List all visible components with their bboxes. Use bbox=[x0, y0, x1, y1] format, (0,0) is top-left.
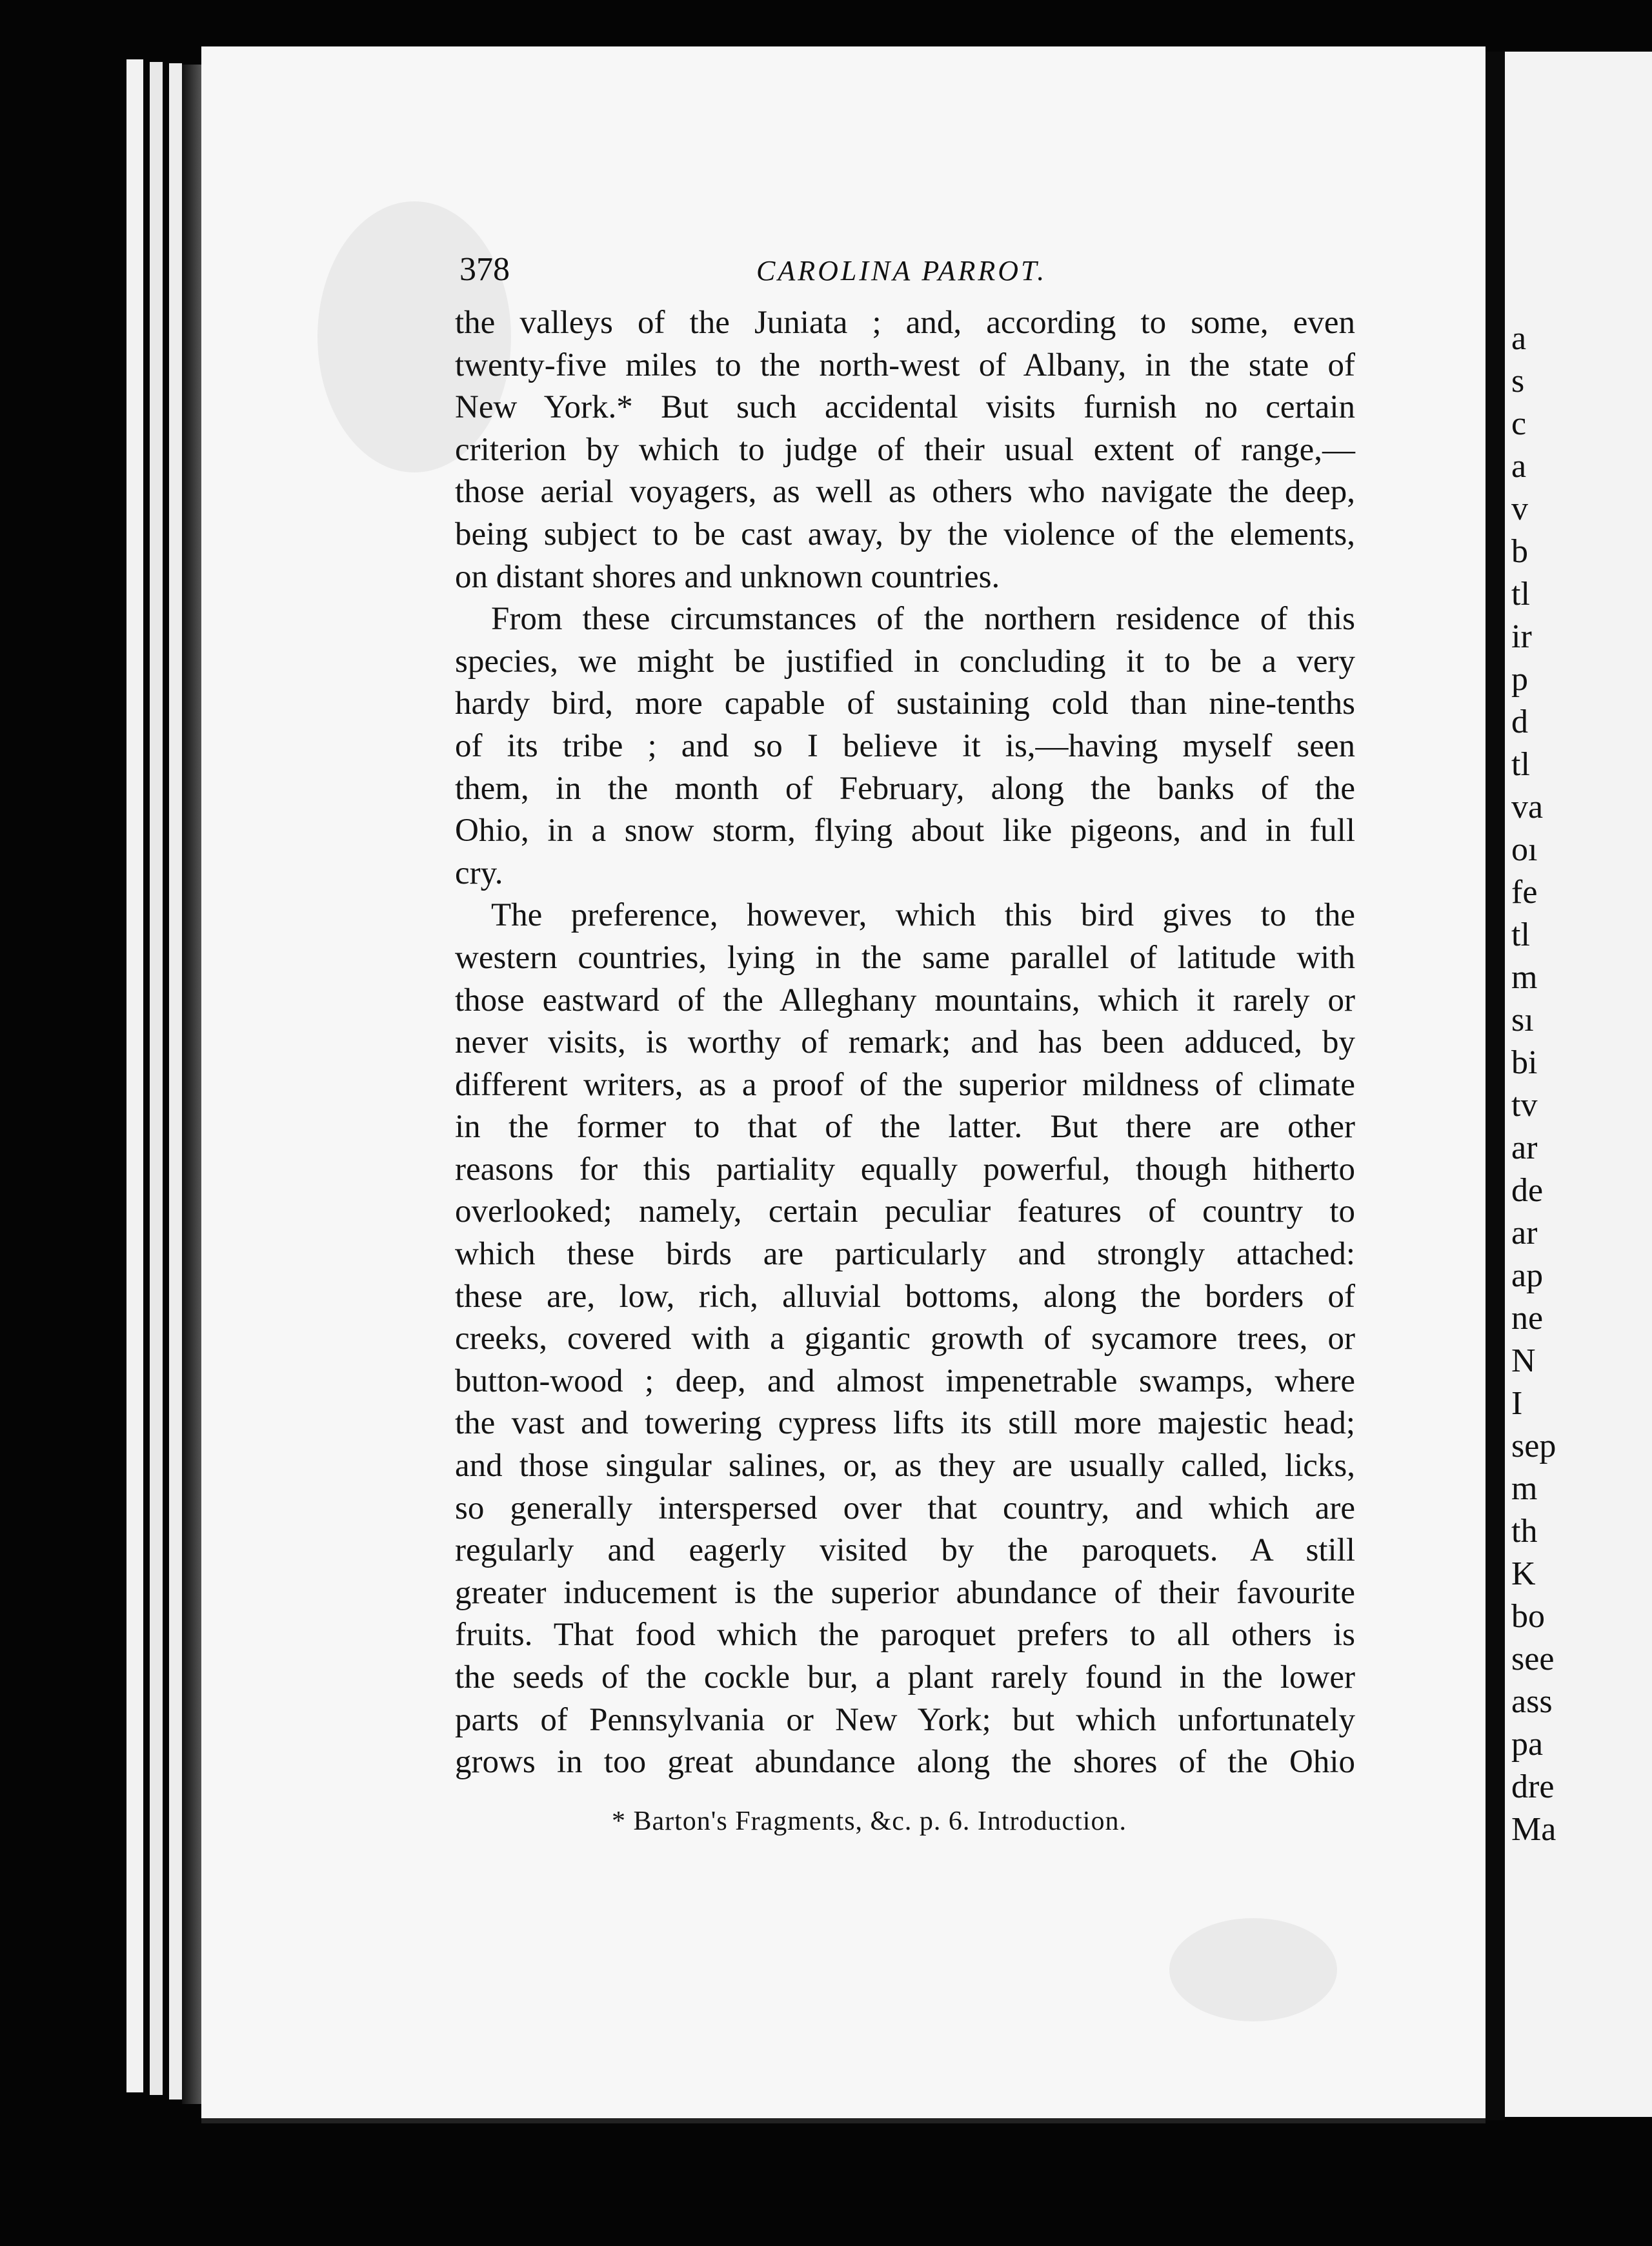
text-line: which these birds are particularly and strongly attached: bbox=[455, 1236, 1355, 1273]
text-line: those aerial voyagers, as well as others who navigate the deep, bbox=[455, 474, 1355, 511]
text-line: in the former to that of the latter. But there are other bbox=[455, 1109, 1355, 1146]
text-line: The preference, however, which this bird gives to the bbox=[491, 897, 1355, 934]
facing-page-fragment: ass bbox=[1511, 1683, 1553, 1720]
facing-page-fragment: N bbox=[1511, 1342, 1536, 1379]
facing-page-fragment: p bbox=[1511, 661, 1528, 698]
facing-page-fragment: tl bbox=[1511, 576, 1530, 612]
page-edge bbox=[150, 62, 163, 2095]
facing-page-fragment: bi bbox=[1511, 1044, 1538, 1081]
facing-page-fragment: tl bbox=[1511, 746, 1530, 783]
text-line: and those singular salines, or, as they are usually called, licks, bbox=[455, 1448, 1355, 1484]
text-line: New York.* But such accidental visits furnish no certain bbox=[455, 389, 1355, 426]
facing-page-fragment: c bbox=[1511, 405, 1527, 442]
text-line: western countries, lying in the same parallel of latitude with bbox=[455, 939, 1355, 976]
facing-page-fragment: ar bbox=[1511, 1215, 1538, 1251]
facing-page-fragment: tl bbox=[1511, 916, 1530, 953]
facing-page-fragment: sı bbox=[1511, 1002, 1534, 1038]
facing-page-fragment: ar bbox=[1511, 1129, 1538, 1166]
facing-page-fragment: dre bbox=[1511, 1768, 1555, 1805]
page-edge-shadow bbox=[182, 65, 201, 2104]
facing-page-fragment: a bbox=[1511, 448, 1527, 485]
text-line: hardy bird, more capable of sustaining cold than nine-tenths bbox=[455, 685, 1355, 722]
page-number: 378 bbox=[459, 251, 510, 288]
facing-page-fragment: m bbox=[1511, 959, 1538, 996]
text-line: twenty-five miles to the north-west of Albany, in the state of bbox=[455, 347, 1355, 383]
text-line: greater inducement is the superior abundance of their favourite bbox=[455, 1574, 1355, 1611]
text-line: From these circumstances of the northern residence of this bbox=[491, 601, 1355, 638]
text-line: button-wood ; deep, and almost impenetrable swamps, where bbox=[455, 1362, 1355, 1399]
running-title: CAROLINA PARROT. bbox=[756, 255, 1047, 287]
text-line: on distant shores and unknown countries. bbox=[455, 558, 1000, 595]
text-line: never visits, is worthy of remark; and has been adduced, by bbox=[455, 1024, 1355, 1061]
running-head bbox=[459, 250, 1356, 296]
text-line: fruits. That food which the paroquet prefers to all others is bbox=[455, 1617, 1355, 1654]
facing-page-fragment: ne bbox=[1511, 1300, 1544, 1337]
text-line: creeks, covered with a gigantic growth of sycamore trees, or bbox=[455, 1320, 1355, 1357]
facing-page-fragment: th bbox=[1511, 1513, 1538, 1550]
text-line: them, in the month of February, along the banks of the bbox=[455, 770, 1355, 807]
facing-page-fragment: ap bbox=[1511, 1257, 1544, 1294]
text-line: overlooked; namely, certain peculiar features of country to bbox=[455, 1193, 1355, 1230]
paper-stain bbox=[1169, 1918, 1337, 2021]
facing-page-fragment: see bbox=[1511, 1641, 1555, 1677]
facing-page-fragment: va bbox=[1511, 789, 1544, 825]
facing-page-fragment: d bbox=[1511, 703, 1528, 740]
text-line: so generally interspersed over that country, and which are bbox=[455, 1490, 1355, 1526]
facing-page-fragment: de bbox=[1511, 1172, 1544, 1209]
text-line: species, we might be justified in concluding it to be a very bbox=[455, 643, 1355, 680]
facing-page-fragment: sep bbox=[1511, 1428, 1556, 1464]
body-text bbox=[455, 302, 1355, 1784]
facing-page-fragment: fe bbox=[1511, 874, 1538, 911]
book-gutter bbox=[1486, 52, 1505, 2120]
facing-page-fragment: tv bbox=[1511, 1087, 1538, 1124]
text-line: the vast and towering cypress lifts its still more majestic head; bbox=[455, 1405, 1355, 1442]
page-edge bbox=[126, 59, 143, 2092]
facing-page-fragment: v bbox=[1511, 491, 1528, 527]
text-line: those eastward of the Alleghany mountains, which it rarely or bbox=[455, 982, 1355, 1018]
page-edge bbox=[169, 63, 182, 2099]
text-line: regularly and eagerly visited by the paroquets. A still bbox=[455, 1532, 1355, 1569]
footnote: * Barton's Fragments, &c. p. 6. Introduction. bbox=[612, 1806, 1127, 1836]
text-line: these are, low, rich, alluvial bottoms, along the borders of bbox=[455, 1278, 1355, 1315]
text-line: cry. bbox=[455, 855, 503, 891]
facing-page-fragment: bo bbox=[1511, 1598, 1545, 1635]
facing-page-fragment: Ma bbox=[1511, 1811, 1556, 1848]
facing-page-fragment: b bbox=[1511, 533, 1528, 570]
text-line: reasons for this partiality equally powerful, though hitherto bbox=[455, 1151, 1355, 1188]
facing-page-edge bbox=[1505, 52, 1652, 2117]
facing-page-fragment: oı bbox=[1511, 831, 1538, 868]
facing-page-fragment: s bbox=[1511, 363, 1525, 400]
facing-page-fragment: pa bbox=[1511, 1726, 1544, 1763]
text-line: criterion by which to judge of their usual extent of range,— bbox=[455, 431, 1355, 468]
text-line: parts of Pennsylvania or New York; but which unfortunately bbox=[455, 1701, 1355, 1738]
text-line: the seeds of the cockle bur, a plant rarely found in the lower bbox=[455, 1659, 1355, 1695]
facing-page-fragment: a bbox=[1511, 320, 1527, 357]
facing-page-fragment: K bbox=[1511, 1555, 1536, 1592]
text-line: Ohio, in a snow storm, flying about like pigeons, and in full bbox=[455, 813, 1355, 849]
text-line: the valleys of the Juniata ; and, according to some, even bbox=[455, 305, 1355, 341]
text-line: being subject to be cast away, by the violence of the elements, bbox=[455, 516, 1355, 552]
facing-page-fragment: m bbox=[1511, 1470, 1538, 1507]
text-line: grows in too great abundance along the shores of the Ohio bbox=[455, 1744, 1355, 1781]
text-line: different writers, as a proof of the superior mildness of climate bbox=[455, 1066, 1355, 1103]
facing-page-fragment: I bbox=[1511, 1385, 1523, 1422]
facing-page-fragment: ir bbox=[1511, 618, 1532, 655]
text-line: of its tribe ; and so I believe it is,—having myself seen bbox=[455, 727, 1355, 764]
